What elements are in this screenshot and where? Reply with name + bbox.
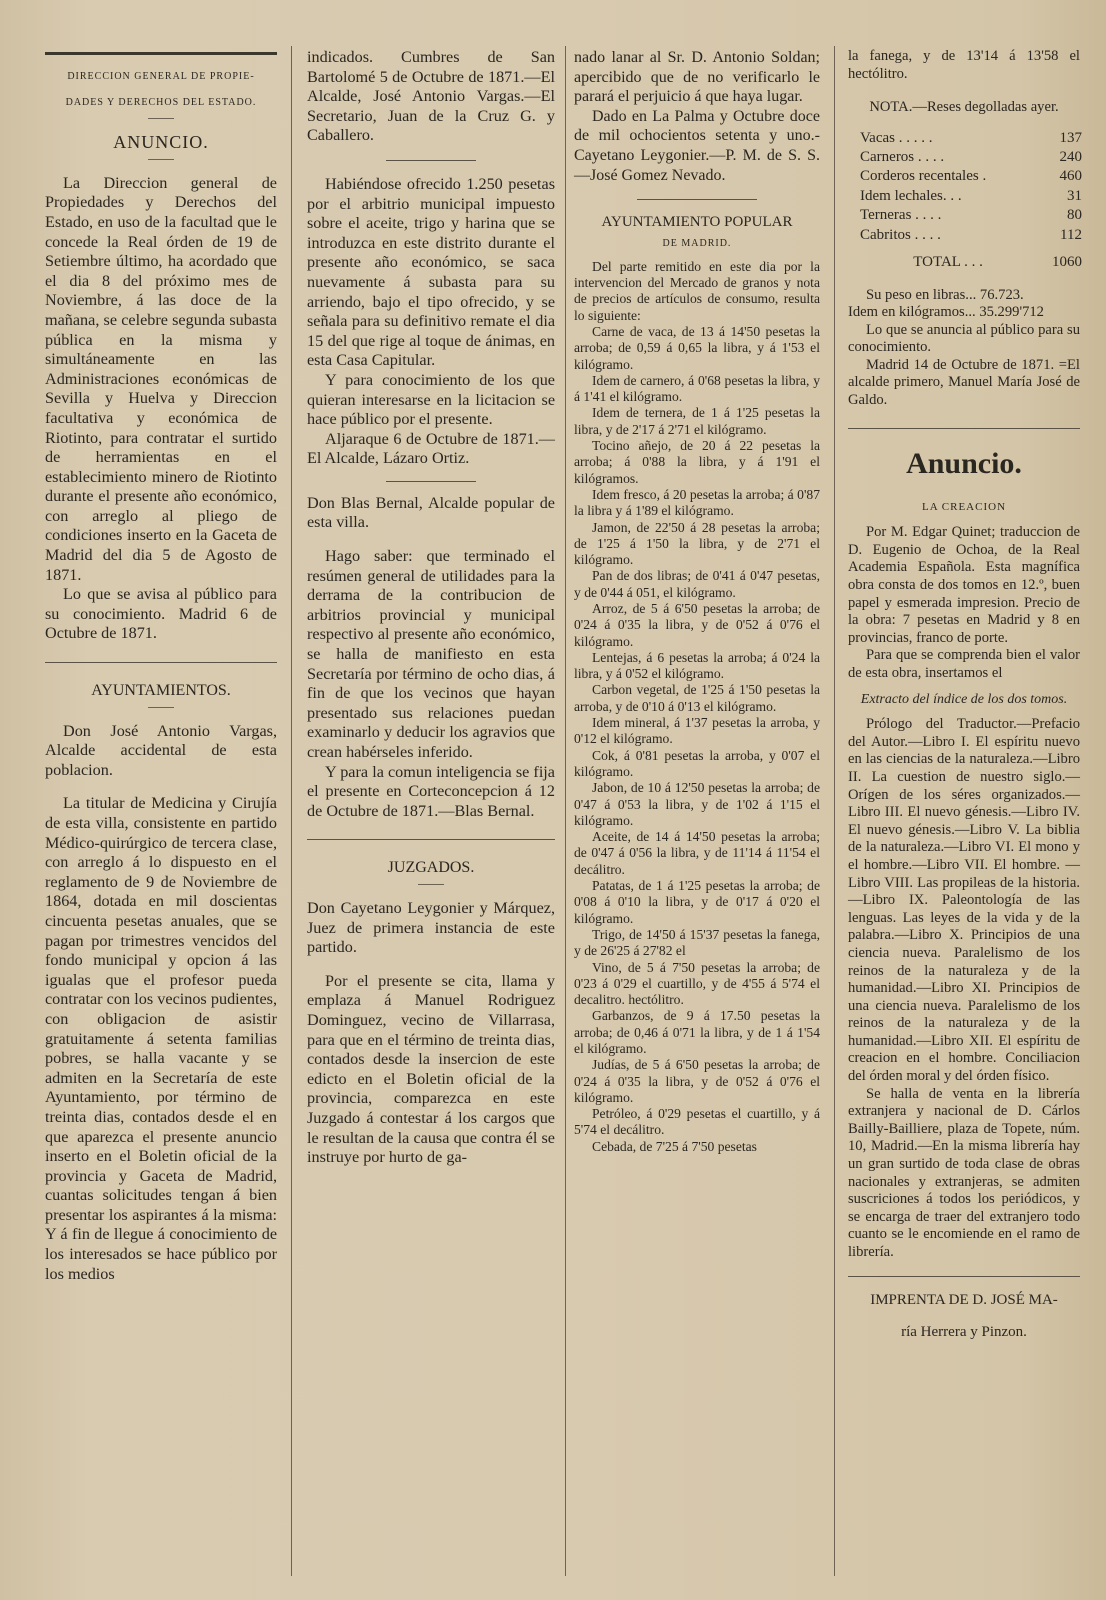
price-item: Patatas, de 1 á 1'25 pesetas la arroba; de 0'08 á 0'10 la libra, y de 0'17 á 0'20 el kilógramo. [574, 878, 820, 926]
short-rule [148, 159, 174, 160]
row-value: 240 [1059, 149, 1082, 166]
paragraph: Del parte remitido en este dia por la intervencion del Mercado de granos y nota de precios de artículos de consumo, resulta lo siguiente: [574, 258, 820, 323]
paragraph: Madrid 14 de Octubre de 1871. =El alcalde primero, Manuel María José de Galdo. [848, 356, 1080, 409]
anuncio-big-heading: Anuncio. [906, 446, 1022, 480]
row-value: 80 [1067, 207, 1082, 224]
paragraph: nado lanar al Sr. D. Antonio Soldan; apercibido que de no verificarlo le parará el perjuicio á que haya lugar. [574, 49, 820, 106]
paragraph: La Direccion general de Propiedades y Derechos del Estado, en uso de la facultad que le concede la Real órden de 19 de Setiembre último, ha acordado que el dia 8 del próximo mes de Noviembre, á las doce de la mañana, se celebre segunda subasta pública en la misma y simultáneamente en las Administraciones económicas de Sevilla y Huelva y Direccion facultativa y económica de Riotinto, para contratar el surtido de herramientas en el establecimiento minero de Riotinto durante el presente año económico, con arreglo al pliego de condiciones inserto en la Gaceta de Madrid del dia 5 de Agosto de 1871. [45, 173, 277, 584]
extracto-heading: Extracto del índice de los dos tomos. [860, 691, 1068, 707]
divider [45, 662, 277, 663]
table-row [860, 168, 1092, 187]
paragraph: Don Blas Bernal, Alcalde popular de esta villa. [307, 493, 555, 532]
row-label: Carneros . . . . [860, 149, 945, 166]
divider [386, 160, 476, 161]
column-rule [565, 46, 566, 1576]
price-item: Idem de ternera, de 1 á 1'25 pesetas la libra, y de 2'17 á 2'71 el kilógramo. [574, 405, 820, 437]
total-value: 1060 [1052, 254, 1082, 271]
paragraph: Y para la comun inteligencia se fija el presente en Corteconcepcion á 12 de Octubre de 1871.—Blas Bernal. [307, 762, 555, 820]
table-row [860, 129, 1092, 148]
row-label: Cabritos . . . . [860, 226, 941, 243]
paragraph: Dado en La Palma y Octubre doce de mil ochocientos setenta y uno.-Cayetano Leygonier.—P. M. de S. S.—José Gomez Nevado. [574, 107, 820, 184]
price-item: Petróleo, á 0'29 pesetas el cuartillo, y á 5'74 el decálitro. [574, 1106, 820, 1138]
table-row [860, 206, 1092, 225]
paragraph: la fanega, y de 13'14 á 13'58 el hectólitro. [848, 48, 1080, 82]
creacion-heading: LA CREACION [921, 500, 1007, 513]
divider [637, 199, 757, 200]
price-item: Lentejas, á 6 pesetas la arroba; á 0'24 la libra, y á 0'52 el kilógramo. [574, 649, 820, 682]
paragraph: Idem en kilógramos... 35.299'712 [848, 304, 1044, 321]
paragraph: La titular de Medicina y Cirujía de esta villa, consistente en partido Médico-quirúrgico de tercera clase, con arreglo á lo dispuesto en el reglamento de 9 de Noviembre de 1864, dotada en mil doscientas cincuenta pesetas anuales, que se pagan por trimestres vencidos del fondo municipal y opcion á las igualas que el profesor pueda contratar con los vecinos pudientes, con obligacion de asistir gratuitamente á setenta familias pobres, se halla vacante y se admiten en la Secretaría de este Ayuntamiento, por término de treinta dias, contados desde el en que aparezca el presente anuncio inserto en el Boletin oficial de la provincia y Gaceta de Madrid, cuantas solicitudes tengan á bien presentar los aspirantes á la misma: Y á fin de llegue á conocimiento de los interesados se hace público por los medios [45, 794, 277, 1283]
nota-heading: NOTA.—Reses degolladas ayer. [869, 99, 1059, 116]
column-1 [45, 48, 277, 1284]
paragraph: Por M. Edgar Quinet; traduccion de D. Eugenio de Ochoa, de la Real Academia Española. Esta magnífica obra consta de dos tomos en 12.º, buen papel y esmerada impresion. Precio de la obra: 7 pesetas en Madrid y 8 en provincias, franco de porte. [848, 524, 1080, 646]
table-row [860, 226, 1092, 245]
price-item: Carbon vegetal, de 1'25 á 1'50 pesetas la arroba, y de 0'10 á 0'13 el kilógramo. [574, 682, 820, 714]
column-3 [574, 48, 820, 1155]
total-row [860, 245, 1092, 272]
imprenta-line: ría Herrera y Pinzon. [901, 1324, 1027, 1341]
row-value: 31 [1067, 187, 1082, 204]
ayuntamiento-subheading: DE MADRID. [662, 238, 732, 250]
paragraph: indicados. Cumbres de San Bartolomé 5 de Octubre de 1871.—El Alcalde, José Antonio Vargas.—El Secretario, Juan de la Cruz G. y Caballero. [307, 48, 555, 145]
section-heading: DIRECCION GENERAL DE PROPIE- [67, 71, 255, 82]
price-item: Pan de dos libras; de 0'41 á 0'47 pesetas, y de 0'44 á 051, el kilógramo. [574, 568, 820, 600]
paragraph: Y para conocimiento de los que quieran interesarse en la licitacion se hace público por el presente. [307, 370, 555, 429]
row-value: 112 [1060, 226, 1082, 243]
row-label: Corderos recentales . [860, 168, 987, 185]
paragraph: Aljaraque 6 de Octubre de 1871.—El Alcalde, Lázaro Ortiz. [307, 429, 555, 468]
row-label: Terneras . . . . [860, 207, 942, 224]
row-value: 460 [1059, 168, 1082, 185]
short-rule [418, 884, 444, 885]
top-rule [45, 52, 277, 55]
price-item: Tocino añejo, de 20 á 22 pesetas la arroba; á 0'88 la libra, y á 1'91 el kilógramos. [574, 438, 820, 486]
row-label: Vacas . . . . . [860, 129, 933, 146]
paragraph: Por el presente se cita, llama y emplaza á Manuel Rodriguez Dominguez, vecino de Villarrasa, para que en el término de treinta dias, contados desde la insercion de este edicto en el Boletin oficial de la provincia, comparezca en este Juzgado á contestar á los cargos que le resultan de la causa que contra él se instruye por hurto de ga- [307, 971, 555, 1167]
short-rule [148, 118, 174, 119]
column-4 [848, 48, 1080, 1357]
price-item: Garbanzos, de 9 á 17.50 pesetas la arroba; de 0,46 á 0'71 la libra, y de 1 á 1'54 el kilógramo. [574, 1008, 820, 1056]
price-item: Judías, de 5 á 6'50 pesetas la arroba; de 0'24 á 0'35 la libra, y de 0'52 á 0'76 el kilógramo. [574, 1057, 820, 1105]
price-item: Carne de vaca, de 13 á 14'50 pesetas la arroba; de 0,59 á 0,65 la libra, y á 1'53 el kilógramo. [574, 323, 820, 372]
price-item: Vino, de 5 á 7'50 pesetas la arroba; de 0'23 á 0'29 el cuartillo, y de 4'55 á 5'74 el decalitro. hectólitro. [574, 959, 820, 1008]
row-label: Idem lechales. . . [860, 187, 962, 204]
ayuntamientos-heading: AYUNTAMIENTOS. [91, 682, 231, 700]
table-row [860, 187, 1092, 206]
paragraph: Para que se comprenda bien el valor de esta obra, insertamos el [848, 647, 1080, 682]
paragraph: Prólogo del Traductor.—Prefacio del Autor.—Libro I. El espíritu nuevo en las ciencias de la naturaleza.—Libro II. La cuestion de nuestro siglo.—Orígen de los séres organizados.—Libro III. El nuevo génesis.—Libro IV. El nuevo génesis.—Libro V. La biblia de la naturaleza.—Libro VI. El mono y el hombre.—Libro VII. El hombre. —Libro VIII. Las propileas de la historia.—Libro IX. Paleontología de las lenguas. Las leyes de la vida y de la palabra.—Libro X. Principios de una ciencia nueva. Paralelismo de los reinos de la naturaleza y de la humanidad.—Libro XI. Principios de una ciencia nueva. Paralelismo de los reinos de la naturaleza y de la humanidad.—Libro XII. El espíritu de creacion en el hombre. Conciliacion del órden moral y del órden físico. [848, 716, 1080, 1085]
row-value: 137 [1059, 129, 1082, 146]
divider [386, 481, 476, 482]
ayuntamiento-heading: AYUNTAMIENTO POPULAR [601, 214, 793, 231]
price-item: Idem mineral, á 1'37 pesetas la arroba, y 0'12 el kilógramo. [574, 715, 820, 747]
divider [848, 428, 1080, 429]
price-item: Idem fresco, á 20 pesetas la arroba; á 0'87 la libra y á 1'89 el kilógramo. [574, 486, 820, 519]
price-item: Jamon, de 22'50 á 28 pesetas la arroba; de 1'25 á 1'50 la libra, y de 2'71 el kilógramo. [574, 519, 820, 568]
divider [848, 1276, 1080, 1277]
table-row [860, 148, 1092, 167]
section-heading-cont: DADES Y DERECHOS DEL ESTADO. [65, 96, 257, 108]
price-item: Cebada, de 7'25 á 7'50 pesetas [592, 1138, 757, 1154]
column-rule [834, 46, 835, 1576]
anuncio-heading: ANUNCIO. [113, 132, 209, 153]
paragraph: Lo que se anuncia al público para su conocimiento. [848, 321, 1080, 356]
column-2 [307, 48, 555, 1168]
column-rule [291, 46, 292, 1576]
price-item: Arroz, de 5 á 6'50 pesetas la arroba; de 0'24 á 0'35 la libra, y de 0'52 á 0'76 el kilógramo. [574, 600, 820, 649]
price-item: Idem de carnero, á 0'68 pesetas la libra, y á 1'41 el kilógramo. [574, 372, 820, 405]
paragraph: Se halla de venta en la librería extranjera y nacional de D. Cárlos Bailly-Bailliere, plaza de Topete, núm. 10, Madrid.—En la misma librería hay un gran surtido de toda clase de obras nacionales y extranjeras, se admiten suscriciones á todos los periódicos, y se encarga de traer del extranjero todo cuanto se le encomiende en el ramo de librería. [848, 1085, 1080, 1261]
price-item: Trigo, de 14'50 á 15'37 pesetas la fanega, y de 26'25 á 27'82 el [574, 926, 820, 959]
paragraph: Don Cayetano Leygonier y Márquez, Juez de primera instancia de este partido. [307, 898, 555, 957]
price-item: Cok, á 0'81 pesetas la arroba, y 0'07 el kilógramo. [574, 747, 820, 779]
short-rule [148, 707, 174, 708]
price-item: Aceite, de 14 á 14'50 pesetas la arroba; de 0'47 á 0'56 la libra, y de 11'14 á 11'54 el decálitro. [574, 829, 820, 877]
total-label: TOTAL . . . [913, 254, 983, 271]
price-item: Jabon, de 10 á 12'50 pesetas la arroba; de 0'47 á 0'53 la libra, y de 1'02 á 1'15 el kilógramo. [574, 780, 820, 828]
paragraph: Habiéndose ofrecido 1.250 pesetas por el arbitrio municipal impuesto sobre el aceite, trigo y harina que se introduzca en este distrito durante el presente año económico, se saca nuevamente á subasta para su arriendo, bajo el tipo ofrecido, y se señala para su definitivo remate el dia 15 del que rige al toque de ánimas, en esta Casa Capitular. [307, 174, 555, 370]
divider [307, 839, 555, 840]
reses-table [860, 129, 1092, 273]
paragraph: Lo que se avisa al público para su conocimiento. Madrid 6 de Octubre de 1871. [45, 585, 277, 643]
imprenta-line: IMPRENTA DE D. JOSÉ MA- [870, 1291, 1058, 1308]
paragraph: Hago saber: que terminado el resúmen general de utilidades para la derrama de la contribucion de arbitrios provincial y municipal respectivo al presente año económico, se halla de manifiesto en esta Secretaría por término de ocho dias, á fin de que los vecinos que hayan presentado sus relaciones puedan examinarlo y deducir los agravios que crean habérseles inferido. [307, 547, 555, 761]
paragraph: Don José Antonio Vargas, Alcalde accidental de esta poblacion. [45, 721, 277, 779]
juzgados-heading: JUZGADOS. [387, 859, 475, 877]
paragraph: Su peso en libras... 76.723. [866, 286, 1024, 303]
